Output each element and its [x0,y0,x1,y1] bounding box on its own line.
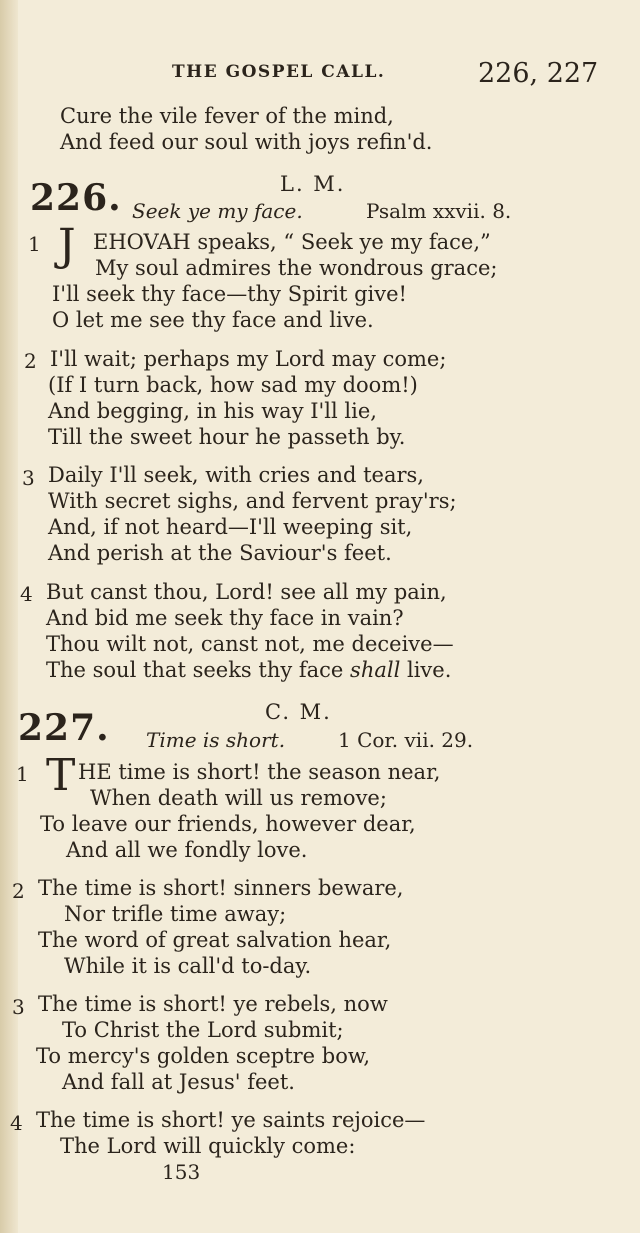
verse-line: HE time is short! the season near, [78,760,441,784]
verse-line: But canst thou, Lord! see all my pain, [46,580,447,604]
hymn-227-meter: C. M. [265,700,332,724]
verse-line: And all we fondly love. [66,838,308,862]
verse-line: While it is call'd to-day. [64,954,312,978]
verse-line: To Christ the Lord submit; [62,1018,344,1042]
verse-number: 3 [12,995,25,1019]
verse-number: 4 [20,582,33,606]
verse-line: When death will us remove; [90,786,387,810]
page-number: 153 [162,1160,201,1184]
hymn-226-reference: Psalm xxvii. 8. [366,199,512,223]
verse-line: And perish at the Saviour's feet. [48,541,392,565]
verse-line: (If I turn back, how sad my doom!) [48,373,418,397]
verse-line: To leave our friends, however dear, [40,812,416,836]
running-header-hymn-numbers: 226, 227 [478,58,599,89]
drop-cap: T [46,750,76,801]
hymn-227-subject: Time is short. [146,728,286,752]
verse-line: The soul that seeks thy face shall live. [46,658,452,682]
hymn-227-reference: 1 Cor. vii. 29. [338,728,474,752]
hymn-227-number: 227. [18,707,110,749]
verse-line: I'll seek thy face—thy Spirit give! [52,282,408,306]
continuation-line: And feed our soul with joys refin'd. [60,130,433,154]
verse-number: 2 [12,879,25,903]
continuation-line: Cure the vile fever of the mind, [60,104,394,128]
verse-line: And, if not heard—I'll weeping sit, [48,515,413,539]
verse-line: And bid me seek thy face in vain? [46,606,404,630]
verse-line: Daily I'll seek, with cries and tears, [48,463,424,487]
verse-line: EHOVAH speaks, “ Seek ye my face,” [93,230,491,254]
verse-line: The time is short! ye saints rejoice— [36,1108,426,1132]
verse-line: The word of great salvation hear, [38,928,392,952]
emphasis-shall: shall [350,658,401,682]
running-header-title: THE GOSPEL CALL. [172,62,386,82]
verse-line: Till the sweet hour he passeth by. [48,425,406,449]
drop-cap: J [58,220,76,271]
verse-line: The time is short! ye rebels, now [38,992,388,1016]
verse-number: 1 [28,232,41,256]
verse-line: Nor trifle time away; [64,902,287,926]
verse-line: Thou wilt not, canst not, me deceive— [46,632,454,656]
verse-number: 4 [10,1111,23,1135]
hymn-226-number: 226. [30,177,122,219]
verse-number: 3 [22,466,35,490]
page-edge [0,0,18,1233]
verse-line: And begging, in his way I'll lie, [48,399,377,423]
verse-line: With secret sighs, and fervent pray'rs; [48,489,457,513]
verse-line: The time is short! sinners beware, [38,876,404,900]
hymn-226-subject: Seek ye my face. [132,199,303,223]
verse-line: To mercy's golden sceptre bow, [36,1044,371,1068]
verse-line: I'll wait; perhaps my Lord may come; [50,347,447,371]
hymn-226-meter: L. M. [280,172,346,196]
verse-number: 1 [16,762,29,786]
verse-line: The Lord will quickly come: [60,1134,356,1158]
verse-line: And fall at Jesus' feet. [62,1070,295,1094]
verse-number: 2 [24,349,37,373]
verse-line: My soul admires the wondrous grace; [95,256,498,280]
verse-line: O let me see thy face and live. [52,308,374,332]
